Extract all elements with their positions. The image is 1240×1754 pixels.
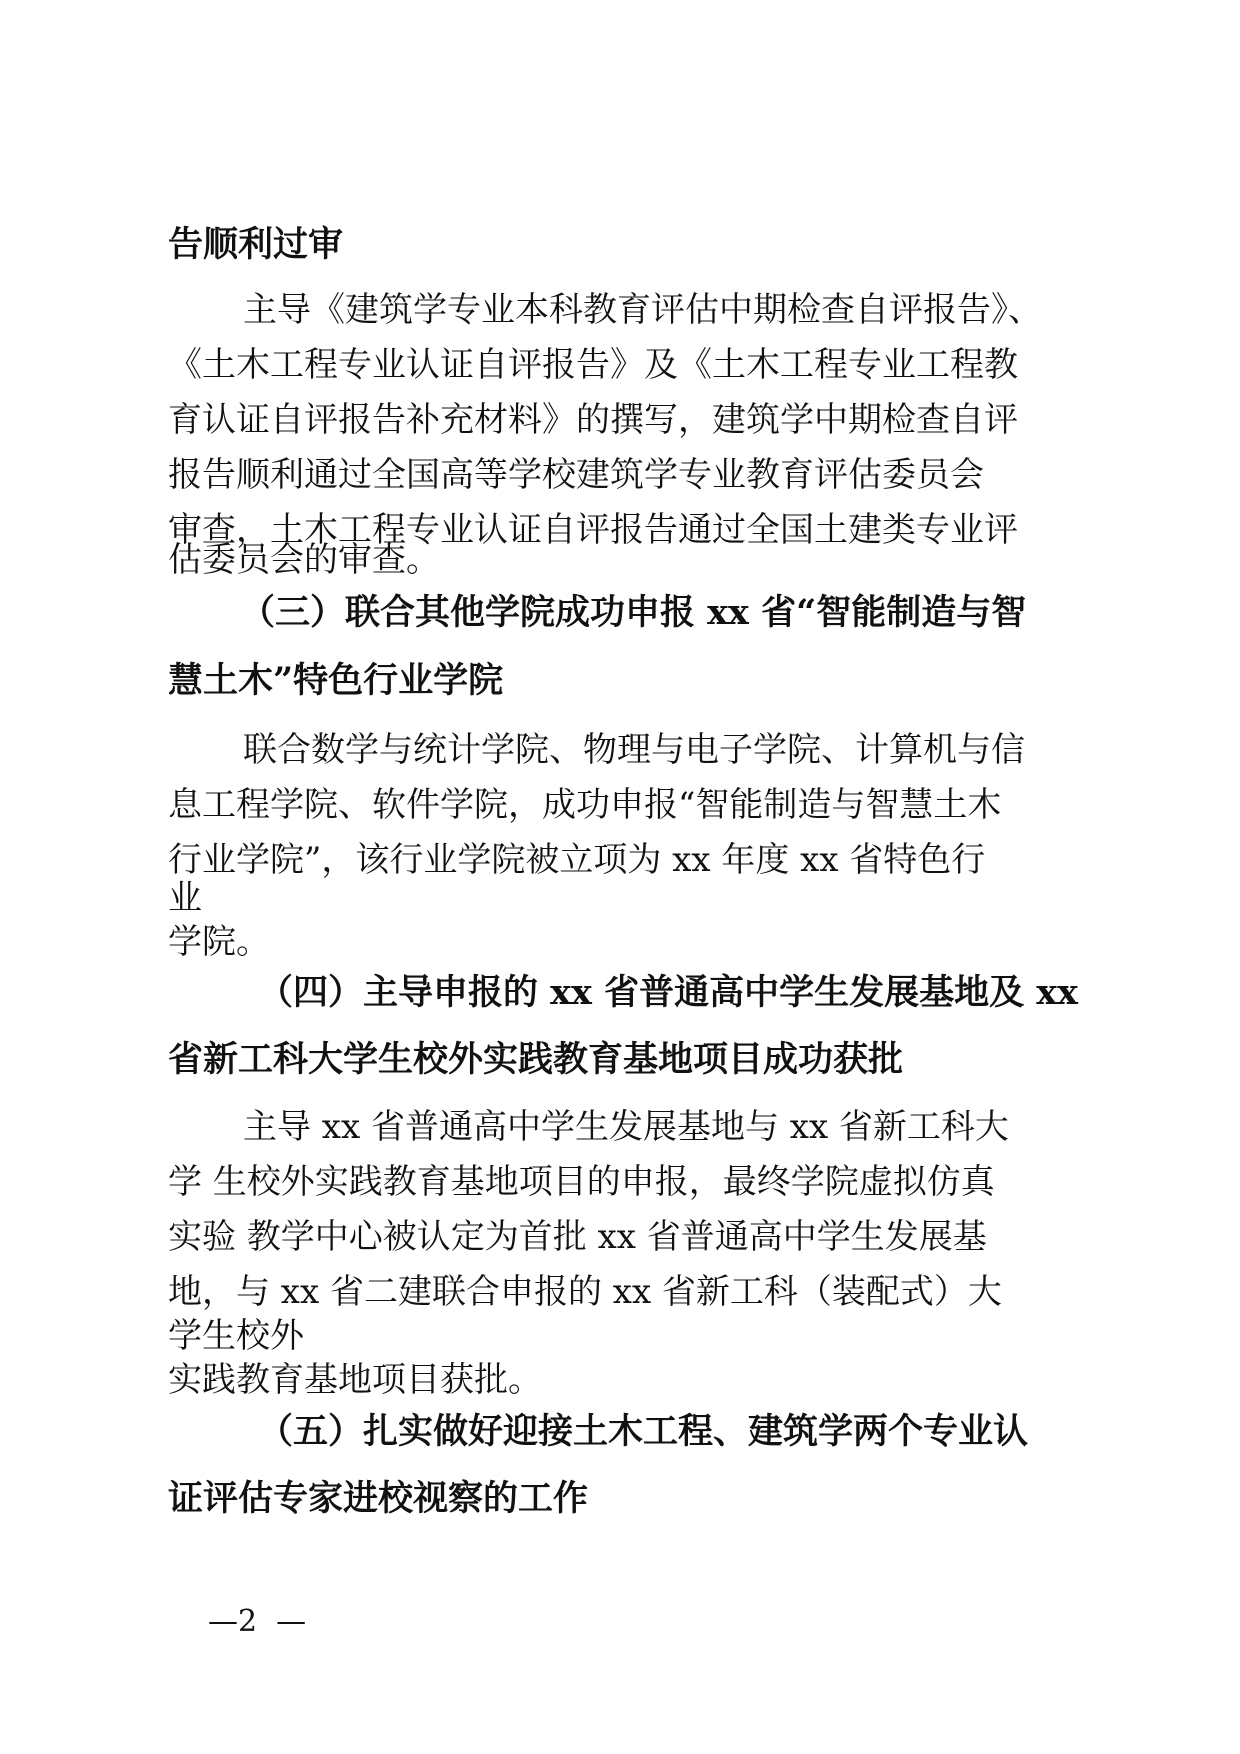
section-heading: （四）主导申报的 xx 省普通高中学生发展基地及 xx bbox=[258, 972, 1079, 1013]
paragraph-line: 报告顺利通过全国高等学校建筑学专业教育评估委员会 bbox=[168, 455, 984, 495]
paragraph-line: 育认证自评报告补充材料》的撰写，建筑学中期检查自评 bbox=[168, 400, 1018, 440]
section-heading: 证评估专家进校视察的工作 bbox=[168, 1478, 589, 1519]
paragraph-line: 实践教育基地项目获批。 bbox=[168, 1360, 542, 1400]
paragraph-line: 主导 xx 省普通高中学生发展基地与 xx 省新工科大 bbox=[243, 1107, 1009, 1147]
paragraph-line: 审查，土木工程专业认证自评报告通过全国土建类专业评 bbox=[168, 510, 1018, 550]
paragraph-line: 实验 教学中心被认定为首批 xx 省普通高中学生发展基 bbox=[168, 1217, 987, 1257]
section-heading: 慧土木”特色行业学院 bbox=[168, 660, 504, 701]
paragraph-line: 地，与 xx 省二建联合申报的 xx 省新工科（装配式）大 bbox=[168, 1272, 1002, 1312]
paragraph-line: 主导《建筑学专业本科教育评估中期检查自评报告》、 bbox=[243, 290, 1042, 330]
section-heading: （三）联合其他学院成功申报 xx 省“智能制造与智 bbox=[240, 592, 1027, 633]
paragraph-line: 行业学院”，该行业学院被立项为 xx 年度 xx 省特色行 bbox=[168, 840, 986, 880]
paragraph-line: 《土木工程专业认证自评报告》及《土木工程专业工程教 bbox=[168, 345, 1018, 385]
paragraph-line: 学院。 bbox=[168, 922, 270, 962]
paragraph-line: 联合数学与统计学院、物理与电子学院、计算机与信 bbox=[243, 730, 1025, 770]
paragraph-line: 学生校外 bbox=[168, 1316, 304, 1356]
paragraph-line: 业 bbox=[168, 878, 202, 918]
section-heading-continuation: 告顺利过审 bbox=[168, 224, 344, 265]
paragraph-line: 估委员会的审查。 bbox=[168, 540, 440, 580]
section-heading: 省新工科大学生校外实践教育基地项目成功获批 bbox=[168, 1039, 904, 1080]
page-number: —2 — bbox=[208, 1604, 307, 1639]
paragraph-line: 息工程学院、软件学院，成功申报“智能制造与智慧土木 bbox=[168, 785, 1002, 825]
section-heading: （五）扎实做好迎接土木工程、建筑学两个专业认 bbox=[258, 1411, 1029, 1452]
paragraph-line: 学 生校外实践教育基地项目的申报，最终学院虚拟仿真 bbox=[168, 1162, 995, 1202]
